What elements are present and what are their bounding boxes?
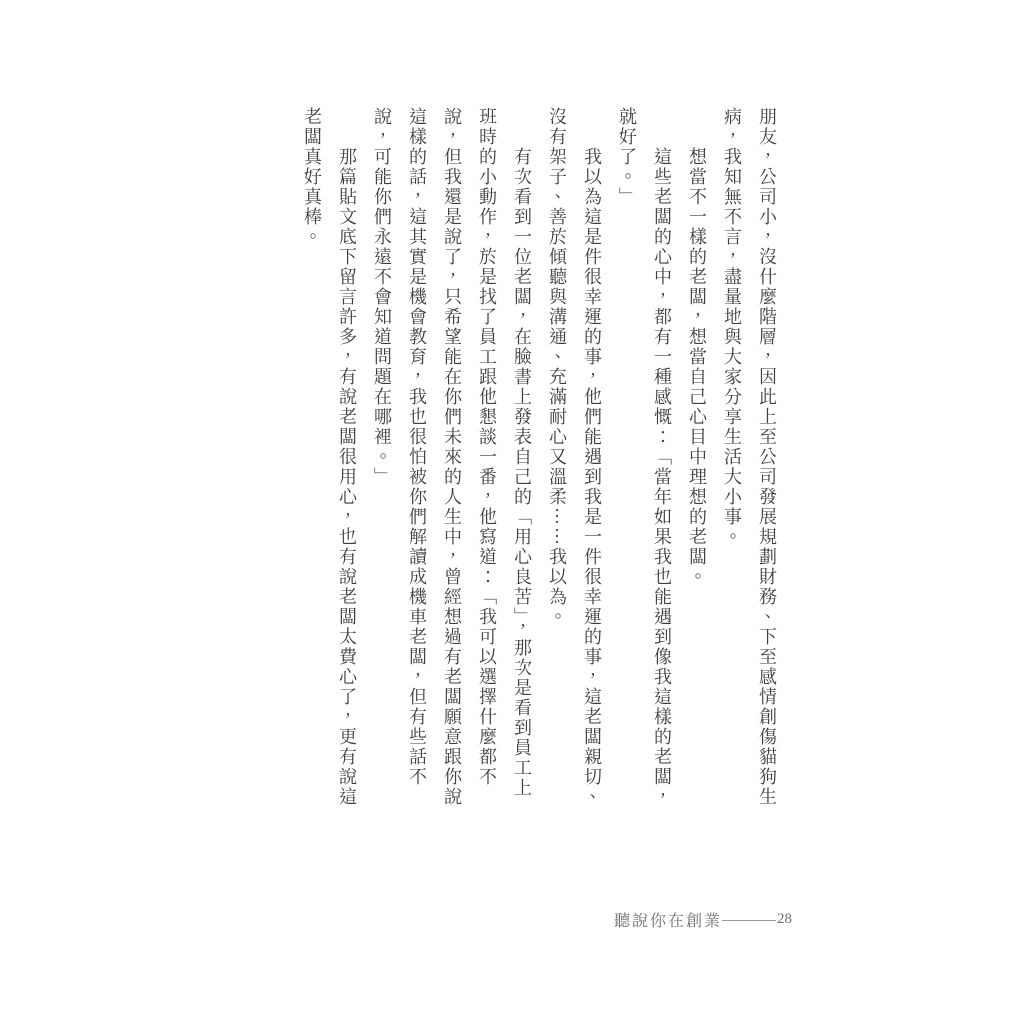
body-text-block (294, 107, 784, 809)
page-footer (614, 908, 792, 931)
page-number: 28 (777, 911, 793, 927)
paragraph-2: 想當不一樣的老闆，想當自己心目中理想的老闆。 (687, 147, 707, 587)
footer-rule (722, 920, 776, 921)
paragraph-6: 那篇貼文底下留言許多，有說老闆很用心，也有說老闆太費心了，更有說這老闆真好真棒。 (302, 107, 357, 807)
running-title: 聽說你在創業 (614, 913, 723, 930)
paragraph-5: 有次看到一位老闆，在臉書上發表自己的「用心良苦」，那次是看到員工上班時的小動作，於是找了員工跟他懇談一番，他寫道：「我可以選擇什麼都不說，但我還是說了，只希望能在你們未來的人生中，曾經想過有老闆願意跟你說這樣的話，這其實是機會教育，我也很怕被你們解讀成機車老闆，但有些話不說，可能你們永遠不會知道問題在哪裡。」 (372, 107, 532, 807)
paragraph-4: 我以為這是件很幸運的事，他們能遇到我是一件很幸運的事，這老闆親切、沒有架子、善於傾聽與溝通、充滿耐心又溫柔⋯⋯我以為。 (547, 107, 602, 807)
paragraph-1: 朋友，公司小，沒什麼階層，因此上至公司發展規劃財務、下至感情創傷貓狗生病，我知無不言，盡量地與大家分享生活大小事。 (722, 107, 777, 807)
paragraph-3: 這些老闆的心中，都有一種感慨：「當年如果我也能遇到像我這樣的老闆，就好了。」 (617, 107, 672, 807)
